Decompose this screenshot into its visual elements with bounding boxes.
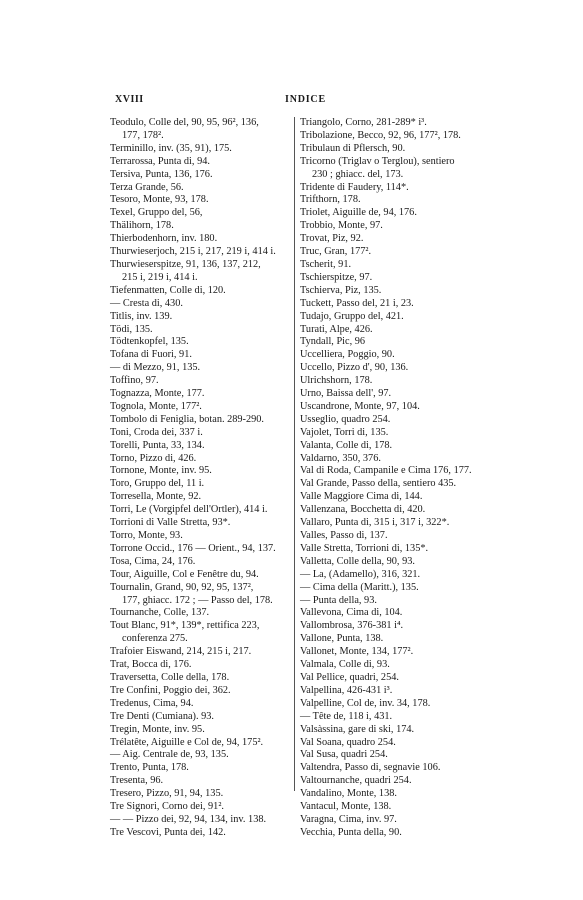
index-entry: Vallonet, Monte, 134, 177². <box>300 646 414 658</box>
index-entry: Valtendra, Passo di, segnavie 106. <box>300 762 441 774</box>
index-entry: Vecchia, Punta della, 90. <box>300 826 402 838</box>
index-entry: Valmala, Colle di, 93. <box>300 659 390 671</box>
index-entry: Val Soana, quadro 254. <box>300 736 396 748</box>
index-entry: Tödi, 135. <box>110 323 153 335</box>
page-header <box>115 94 495 108</box>
index-entry: — — Pizzo dei, 92, 94, 134, inv. 138. <box>110 813 267 825</box>
index-entry: Toro, Gruppo del, 11 i. <box>110 478 205 490</box>
index-entry: Tornone, Monte, inv. 95. <box>110 465 212 477</box>
index-column-left <box>110 117 293 840</box>
index-entry: Valdarno, 350, 376. <box>300 452 381 464</box>
index-entry: Tiefenmatten, Colle di, 120. <box>110 284 226 296</box>
index-entry: Tresenta, 96. <box>110 775 164 787</box>
index-entry: Valle Maggiore Cima di, 144. <box>300 491 423 503</box>
index-entry: Trovat, Piz, 92. <box>300 233 364 245</box>
index-entry: Torno, Pizzo di, 426. <box>110 452 197 464</box>
index-entry: Torri, Le (Vorgipfel dell'Ortler), 414 i. <box>110 504 268 516</box>
index-entry: Vallevona, Cima di, 104. <box>300 607 403 619</box>
index-entry: — Punta della, 93. <box>300 594 377 606</box>
index-entry: Val di Roda, Campanile e Cima 176, 177. <box>300 465 472 477</box>
index-entry: Urno, Baissa dell', 97. <box>300 388 392 400</box>
index-entry: Texel, Gruppo del, 56, <box>110 207 203 219</box>
index-entry: Valpellina, 426-431 i³. <box>300 684 393 696</box>
index-entry: Tridente di Faudery, 114*. <box>300 181 409 193</box>
index-entry: Trento, Punta, 178. <box>110 762 189 774</box>
index-entry: Valpelline, Col de, inv. 34, 178. <box>300 697 431 709</box>
index-entry: 230 ; ghiacc. del, 173. <box>312 168 404 180</box>
index-entry: Tuckett, Passo del, 21 i, 23. <box>300 297 414 309</box>
index-entry: Toffino, 97. <box>110 375 159 387</box>
index-entry: Trélatête, Aiguille e Col de, 94, 175². <box>110 736 264 748</box>
index-entry: conferenza 275. <box>122 633 188 645</box>
index-entry: Truc, Gran, 177². <box>300 246 372 258</box>
index-entry: Usseglio, quadro 254. <box>300 413 391 425</box>
index-entry: Tout Blanc, 91*, 139*, rettifica 223, <box>110 620 260 632</box>
index-entry: Vallaro, Punta di, 315 i, 317 i, 322*. <box>300 517 450 529</box>
index-entry: Torelli, Punta, 33, 134. <box>110 439 205 451</box>
index-entry: Vallone, Punta, 138. <box>300 633 384 645</box>
index-entry: Toni, Croda dei, 337 i. <box>110 426 203 438</box>
index-entry: Tribulaun di Pflersch, 90. <box>300 142 406 154</box>
index-entry: Turati, Alpe, 426. <box>300 323 373 335</box>
index-entry: Thierbodenhorn, inv. 180. <box>110 233 218 245</box>
index-entry: Vallombrosa, 376-381 i⁴. <box>300 620 404 632</box>
index-entry: Tschierva, Piz, 135. <box>300 284 382 296</box>
index-entry: Tödtenkopfel, 135. <box>110 336 189 348</box>
index-entry: Tre Confini, Poggio dei, 362. <box>110 684 231 696</box>
index-entry: — La, (Adamello), 316, 321. <box>300 568 421 580</box>
index-entry: Vajolet, Torri di, 135. <box>300 426 389 438</box>
index-entry: Valletta, Colle della, 90, 93. <box>300 555 415 567</box>
index-entry: Trat, Bocca di, 176. <box>110 659 192 671</box>
index-entry: Tesoro, Monte, 93, 178. <box>110 194 209 206</box>
index-entry: Tour, Aiguille, Col e Fenêtre du, 94. <box>110 568 259 580</box>
index-entry: Tricorno (Triglav o Terglou), sentiero <box>300 155 455 167</box>
page-title: INDICE <box>285 94 326 105</box>
index-entry: Vallenzana, Bocchetta di, 420. <box>300 504 426 516</box>
index-entry: 177, ghiacc. 172 ; — Passo del, 178. <box>122 594 273 606</box>
index-entry: 177, 178². <box>122 129 164 141</box>
index-entry: Valle Stretta, Torrioni di, 135*. <box>300 542 429 554</box>
index-entry: Vandalino, Monte, 138. <box>300 788 397 800</box>
index-entry: Tyndall, Pic, 96 <box>300 336 366 348</box>
index-entry: Torro, Monte, 93. <box>110 530 183 541</box>
index-entry: Terza Grande, 56. <box>110 181 184 193</box>
index-entry: Uccelliera, Poggio, 90. <box>300 349 395 361</box>
index-entry: — Cima della (Maritt.), 135. <box>300 581 419 593</box>
index-entry: Ulrichshorn, 178. <box>300 375 373 387</box>
index-entry: 215 i, 219 i, 414 i. <box>122 271 198 283</box>
index-entry: Terrarossa, Punta di, 94. <box>110 155 210 167</box>
index-entry: Trobbio, Monte, 97. <box>300 220 383 232</box>
index-entry: Tscherit, 91. <box>300 258 352 270</box>
index-entry: Trifthorn, 178. <box>300 194 361 206</box>
index-entry: Tre Signori, Corno dei, 91². <box>110 801 224 813</box>
index-entry: Tofana di Fuori, 91. <box>110 349 192 361</box>
column-divider <box>294 117 295 791</box>
index-entry: Torrone Occid., 176 — Orient., 94, 137. <box>110 542 276 554</box>
index-entry: Val Susa, quadri 254. <box>300 749 388 761</box>
index-entry: Valanta, Colle di, 178. <box>300 439 393 451</box>
index-entry: Terminillo, inv. (35, 91), 175. <box>110 142 232 154</box>
index-entry: Valsàssina, gare di ski, 174. <box>300 723 415 735</box>
index-entry: Tudajo, Gruppo del, 421. <box>300 310 404 322</box>
index-entry: Traversetta, Colle della, 178. <box>110 671 230 683</box>
index-entry: Tre Vescovi, Punta dei, 142. <box>110 826 226 838</box>
index-entry: Tognola, Monte, 177². <box>110 400 202 412</box>
index-entry: Val Grande, Passo della, sentiero 435. <box>300 478 457 490</box>
index-entry: Tregin, Monte, inv. 95. <box>110 723 205 735</box>
index-entry: Uccello, Pizzo d', 90, 136. <box>300 362 409 374</box>
index-entry: Torresella, Monte, 92. <box>110 491 202 503</box>
index-column-right <box>300 117 505 840</box>
index-entry: Thälihorn, 178. <box>110 220 174 232</box>
index-entry: Tognazza, Monte, 177. <box>110 388 205 400</box>
index-entry: Valtournanche, quadri 254. <box>300 775 412 787</box>
index-entry: — Cresta di, 430. <box>110 297 183 309</box>
index-entry: Torrioni di Valle Stretta, 93*. <box>110 517 231 529</box>
index-entry: Tschierspitze, 97. <box>300 271 373 283</box>
page-number: XVIII <box>115 94 144 105</box>
index-entry: Vantacul, Monte, 138. <box>300 801 392 813</box>
index-entry: Triolet, Aiguille de, 94, 176. <box>300 207 417 219</box>
index-entry: Tresero, Pizzo, 91, 94, 135. <box>110 788 224 800</box>
index-entry: Triangolo, Corno, 281-289* i³. <box>300 117 427 128</box>
index-entry: Valles, Passo di, 137. <box>300 530 388 541</box>
index-entry: Tombolo di Feniglia, botan. 289-290. <box>110 413 265 425</box>
index-entry: Trafoier Eiswand, 214, 215 i, 217. <box>110 646 252 658</box>
index-entry: Thurwieserspitze, 91, 136, 137, 212, <box>110 258 261 270</box>
index-entry: — Aig. Centrale de, 93, 135. <box>110 749 229 761</box>
index-entry: Tribolazione, Becco, 92, 96, 177², 178. <box>300 129 461 141</box>
index-entry: — Tête de, 118 i, 431. <box>300 710 393 722</box>
index-entry: Tredenus, Cima, 94. <box>110 697 194 709</box>
index-entry: Tre Denti (Cumiana). 93. <box>110 710 215 722</box>
index-entry: Val Pellice, quadri, 254. <box>300 671 399 683</box>
index-entry: Tersiva, Punta, 136, 176. <box>110 168 213 180</box>
index-entry: Tournanche, Colle, 137. <box>110 607 210 619</box>
index-entry: Tournalin, Grand, 90, 92, 95, 137², <box>110 581 254 593</box>
index-entry: Uscandrone, Monte, 97, 104. <box>300 400 420 412</box>
index-entry: Tosa, Cima, 24, 176. <box>110 555 196 567</box>
index-entry: Varagna, Cima, inv. 97. <box>300 813 397 825</box>
index-entry: Thurwieserjoch, 215 i, 217, 219 i, 414 i. <box>110 246 276 258</box>
index-entry: Teodulo, Colle del, 90, 95, 96², 136, <box>110 117 259 128</box>
index-entry: Titlis, inv. 139. <box>110 310 173 322</box>
index-entry: — di Mezzo, 91, 135. <box>110 362 201 374</box>
